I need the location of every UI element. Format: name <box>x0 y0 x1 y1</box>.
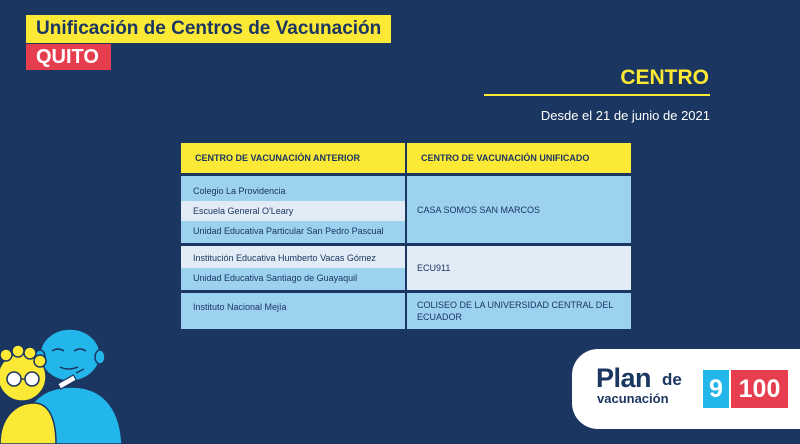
unified-center-cell: CASA SOMOS SAN MARCOS <box>406 175 631 245</box>
vaccination-centers-table <box>181 143 631 329</box>
date-label: Desde el 21 de junio de 2021 <box>540 108 710 123</box>
city-label: QUITO <box>26 44 111 70</box>
logo-vacunacion-text: vacunación <box>597 391 669 406</box>
list-item: Escuela General O'Leary <box>181 201 405 221</box>
header-previous-center: CENTRO DE VACUNACIÓN ANTERIOR <box>181 143 406 175</box>
table-header-row <box>181 143 631 175</box>
previous-centers-cell <box>181 245 406 292</box>
people-illustration-icon <box>0 325 130 444</box>
unified-center-cell: ECU911 <box>406 245 631 292</box>
section-title: CENTRO <box>620 66 709 89</box>
unified-center-cell: COLISEO DE LA UNIVERSIDAD CENTRAL DEL ECUADOR <box>406 292 631 330</box>
list-item: Unidad Educativa Particular San Pedro Pascual <box>181 221 405 241</box>
logo-de-text: de <box>662 370 682 389</box>
table-row <box>181 292 631 330</box>
table-row <box>181 245 631 292</box>
previous-centers-cell <box>181 175 406 245</box>
previous-centers-cell <box>181 292 406 330</box>
logo-nine-badge: 9 <box>703 370 729 408</box>
list-item: Instituto Nacional Mejía <box>181 297 405 317</box>
page-title: Unificación de Centros de Vacunación <box>26 15 391 43</box>
list-item: Institución Educativa Humberto Vacas Gómez <box>181 246 405 268</box>
list-item: Unidad Educativa Santiago de Guayaquil <box>181 268 405 288</box>
header-unified-center: CENTRO DE VACUNACIÓN UNIFICADO <box>406 143 631 175</box>
logo-plan-text: Plan <box>596 363 652 393</box>
section-underline <box>484 94 710 96</box>
logo-hundred-badge: 100 <box>731 370 788 408</box>
table-row <box>181 175 631 245</box>
list-item: Colegio La Providencia <box>181 181 405 201</box>
